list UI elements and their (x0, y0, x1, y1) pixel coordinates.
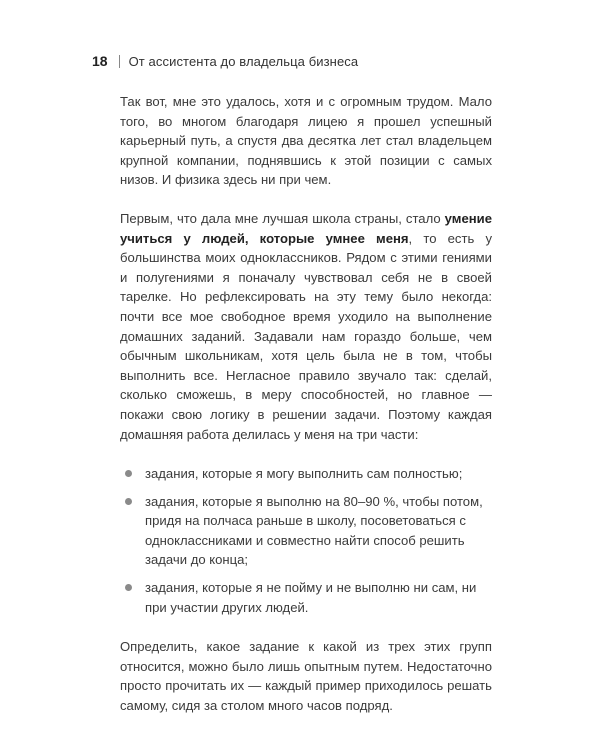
bullet-dot-icon (125, 470, 132, 477)
paragraph-3: Определить, какое задание к какой из трех этих групп относится, можно было лишь опытным путем. Недостаточно просто прочитать их — каждый пример приходилось решать самому, сидя за столом много часов подряд. (120, 639, 492, 714)
paragraph-1: Так вот, мне это удалось, хотя и с огромным трудом. Мало того, во многом благодаря лицею я прошел успешный карьерный путь, а спустя два десятка лет стал владельцем крупной компании, поднявшись к этой позиции с самых низов. И физика здесь ни при чем. (120, 94, 492, 188)
bullet-dot-icon (125, 584, 132, 591)
running-title: От ассистента до владельца бизнеса (128, 53, 359, 69)
paragraph-2 (120, 209, 492, 444)
bullet-dot-icon (125, 498, 132, 505)
list-item-text: задания, которые я выполню на 80–90 %, чтобы потом, придя на полчаса раньше в школу, посоветоваться с одноклассниками и совместно найти способ решить задачи до конца; (145, 493, 483, 568)
list-item (120, 464, 492, 484)
list-item (120, 578, 492, 617)
paragraph-2-rest: , то есть у большинства моих одноклассников. Рядом с этими гениями и полугениями я поначалу чувствовал себя не в своей тарелке. Но рефлексировать на эту тему было некогда: почти все мое свободное время уходило на выполнение домашних заданий. Задавали нам гораздо больше, чем обычным школьникам, хотя цель была не в том, чтобы выполнить все. Негласное правило звучало так: сделай, сколько сможешь, в меру способностей, но главное — покажи свою логику в решении задачи. Поэтому каждая домашняя работа делилась у меня на три части: (120, 230, 492, 442)
bullet-list (120, 464, 492, 617)
paragraph-2-start: Первым, что дала мне лучшая школа страны, стало (120, 210, 445, 226)
running-header (92, 53, 358, 69)
page-number: 18 (92, 53, 108, 69)
list-item (120, 492, 492, 570)
paragraph-2-bold-phrase: умение учиться у людей, которые умнее меня (120, 210, 492, 246)
header-divider (119, 55, 120, 68)
list-item-text: задания, которые я могу выполнить сам полностью; (145, 466, 463, 482)
page-body (120, 92, 492, 736)
list-item-text: задания, которые я не пойму и не выполню ни сам, ни при участии других людей. (145, 580, 477, 615)
